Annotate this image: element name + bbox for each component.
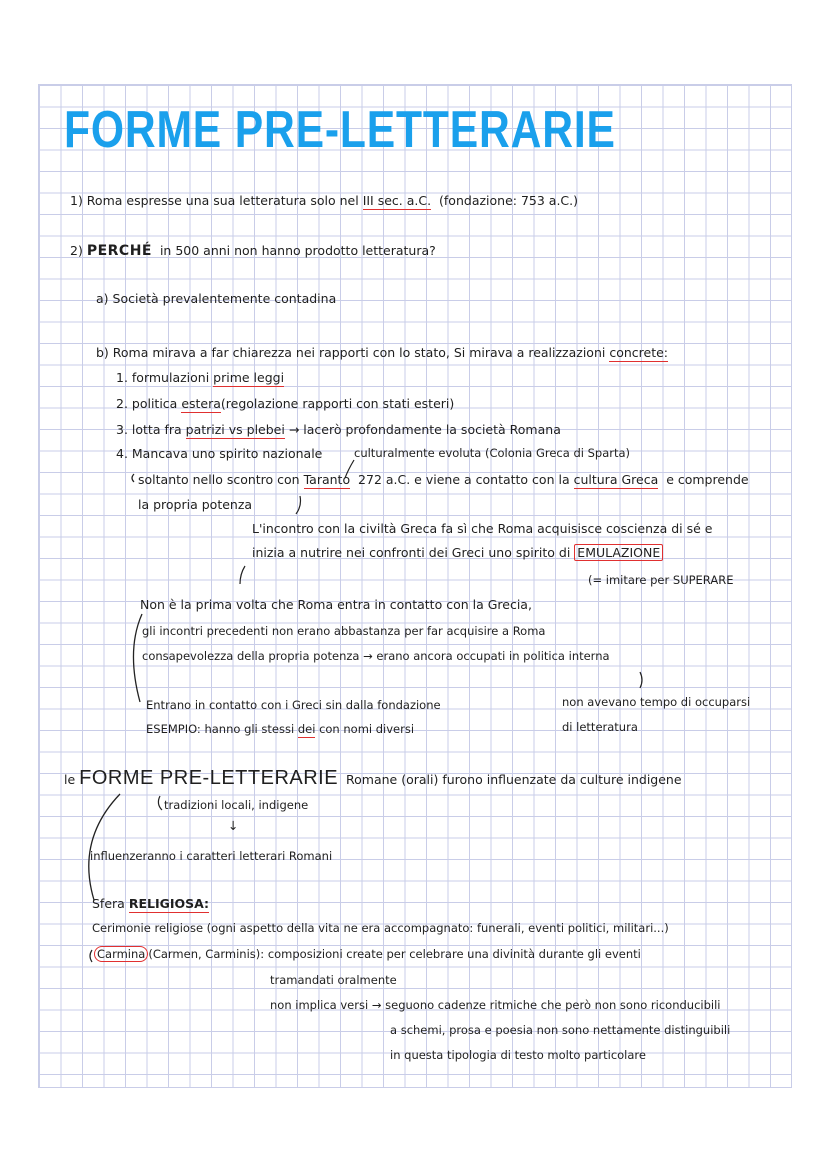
list-item-2-highlight: estera	[181, 396, 221, 411]
point-1-fondazione: (fondazione: 753 a.C.)	[439, 193, 578, 208]
connector-taranto	[296, 496, 301, 514]
cerimonie-line: Cerimonie religiose (ogni aspetto della vita ne era accompagnato: funerali, eventi politici, militari...)	[92, 921, 669, 935]
incontro-line-1: L'incontro con la civiltà Greca fa sì che Roma acquisisce coscienza di sé e	[252, 521, 713, 536]
dei-highlight: dei	[297, 722, 316, 736]
incontro-line-2	[252, 545, 663, 561]
list-item-3-detail: → lacerò profondamente la società Romana	[288, 422, 561, 437]
nonprima-line-2: gli incontri precedenti non erano abbastanza per far acquisire a Roma	[142, 624, 546, 638]
point-a: a) Società prevalentemente contadina	[96, 291, 337, 306]
entrano-line-2	[146, 721, 414, 737]
forme-heading: FORME PRE-LETTERARIE	[79, 767, 339, 789]
point-b	[96, 345, 668, 361]
tramandati-line: tramandati oralmente	[270, 973, 397, 987]
point-1	[70, 193, 578, 209]
bracket-tradizioni	[158, 796, 162, 810]
carmina-line	[94, 946, 641, 962]
sfera-line	[92, 896, 209, 912]
sfera-text: Sfera	[92, 896, 125, 911]
schemi-line: a schemi, prosa e poesia non sono nettamente distinguibili	[390, 1023, 731, 1037]
connector-interna	[640, 672, 642, 688]
nonavevano-line-1: non avevano tempo di occuparsi	[562, 695, 751, 709]
influenzeranno-line: influenzeranno i caratteri letterari Romani	[90, 849, 333, 863]
carmina-highlight: Carmina	[94, 946, 148, 962]
tradizioni-line: tradizioni locali, indigene	[164, 798, 309, 812]
list-item-2-text: 2. politica	[116, 396, 178, 411]
list-item-3-highlight: patrizi vs plebei	[185, 422, 285, 437]
bracket-soltanto	[132, 474, 134, 482]
religiosa-highlight: RELIGIOSA:	[128, 896, 210, 911]
list-item-1-highlight: prime leggi	[213, 370, 285, 385]
versi-text: non implica versi →	[270, 998, 382, 1012]
forme-line	[64, 766, 682, 792]
imitare-note: (= imitare per SUPERARE	[588, 573, 734, 587]
taranto-year: 272 a.C. e viene a contatto con la	[358, 472, 570, 487]
list-item-2-detail: (regolazione rapporti con stati esteri)	[220, 396, 455, 411]
list-item-3-text: 3. lotta fra	[116, 422, 182, 437]
taranto-highlight: Taranto	[303, 472, 351, 487]
versi-line	[270, 997, 721, 1013]
nonavevano-line-2: di letteratura	[562, 720, 638, 734]
list-item-1	[116, 370, 284, 386]
culturalmente-note: culturalmente evoluta (Colonia Greca di Sparta)	[354, 446, 631, 460]
bracket-carmina	[90, 950, 92, 962]
bracket-nonprima	[133, 614, 142, 702]
emulazione-highlight: EMULAZIONE	[574, 544, 663, 561]
down-arrow: ↓	[228, 818, 239, 833]
bracket-forme	[89, 794, 120, 900]
carmen-text: (Carmen, Carminis):	[148, 947, 265, 961]
nonprima-line-1: Non è la prima volta che Roma entra in contatto con la Grecia,	[140, 597, 532, 612]
list-item-1-text: 1. formulazioni	[116, 370, 210, 385]
tipologia-line: in questa tipologia di testo molto particolare	[390, 1048, 646, 1062]
entrano-end: con nomi diversi	[319, 722, 415, 736]
list-item-3	[116, 422, 561, 438]
connector-incontro	[240, 566, 245, 584]
forme-pre: le	[64, 772, 76, 787]
list-item-4: 4. Mancava uno spirito nazionale	[116, 446, 323, 461]
cultura-greca-highlight: cultura Greca	[573, 472, 659, 487]
forme-text: Romane (orali) furono influenzate da culture indigene	[346, 772, 682, 787]
point-1-highlight: III sec. a.C.	[362, 193, 432, 208]
page-title: FORME PRE-LETTERARIE	[64, 101, 616, 159]
list-item-2	[116, 396, 454, 412]
incontro-text: inizia a nutrire nei confronti dei Greci uno spirito di	[252, 545, 571, 560]
point-2-num: 2)	[70, 243, 83, 258]
point-b-highlight: concrete:	[609, 345, 669, 360]
composizioni-text: composizioni create per celebrare una divinità durante gli eventi	[267, 947, 641, 961]
taranto-text: soltanto nello scontro con	[138, 472, 300, 487]
entrano-line-1: Entrano in contatto con i Greci sin dalla fondazione	[146, 698, 441, 712]
taranto-line	[138, 472, 749, 488]
point-1-text: 1) Roma espresse una sua letteratura solo nel	[70, 193, 359, 208]
seguono-text: seguono cadenze ritmiche che però non sono riconducibili	[385, 998, 721, 1012]
taranto-end: e comprende	[666, 472, 749, 487]
point-2-text: in 500 anni non hanno prodotto letteratura?	[159, 243, 436, 258]
potenza-line: la propria potenza	[138, 497, 253, 512]
nonprima-line-3: consapevolezza della propria potenza → erano ancora occupati in politica interna	[142, 649, 610, 663]
entrano-text: ESEMPIO: hanno gli stessi	[146, 722, 295, 736]
point-2	[70, 243, 436, 259]
point-2-keyword: PERCHÉ	[86, 243, 152, 259]
point-b-text: b) Roma mirava a far chiarezza nei rapporti con lo stato, Si mirava a realizzazioni	[96, 345, 606, 360]
